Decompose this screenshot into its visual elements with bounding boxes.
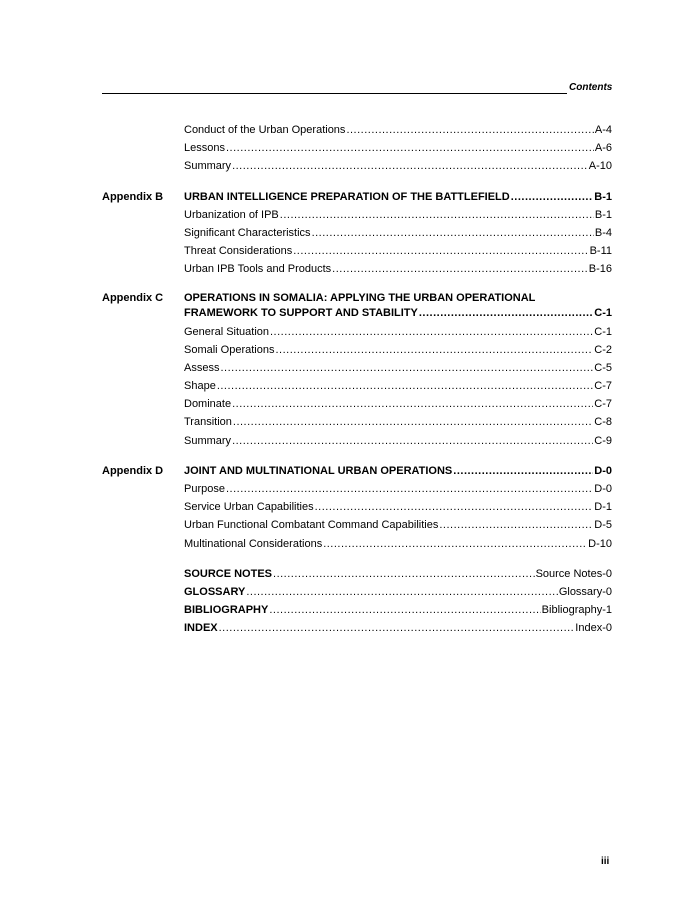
toc-entry-page: C-8 bbox=[594, 416, 612, 429]
toc-entry-title: Purpose bbox=[184, 483, 225, 495]
toc-entry-title: Conduct of the Urban Operations bbox=[184, 124, 346, 136]
toc-entry-title: Service Urban Capabilities bbox=[184, 501, 314, 514]
dot-leader bbox=[226, 480, 593, 498]
dot-leader bbox=[232, 157, 588, 175]
toc-entry-page: C-1 bbox=[594, 325, 612, 338]
dot-leader bbox=[232, 395, 593, 413]
toc-entry-page: D-10 bbox=[588, 537, 612, 550]
toc-entry-title: Summary bbox=[184, 434, 232, 447]
appendix-label: Appendix B bbox=[102, 190, 164, 203]
dot-leader bbox=[232, 432, 593, 450]
toc-entry-title: Transition bbox=[184, 416, 232, 429]
toc-entry-page: B-4 bbox=[594, 226, 612, 239]
toc-entry-page: D-5 bbox=[594, 519, 612, 532]
toc-entry-page: C-2 bbox=[594, 343, 612, 356]
toc-entry[interactable] bbox=[102, 359, 612, 377]
toc-entry[interactable] bbox=[102, 395, 612, 413]
toc-entry-title: Significant Characteristics bbox=[184, 226, 311, 239]
toc-entry[interactable] bbox=[102, 498, 612, 516]
toc-entry-title: Dominate bbox=[184, 398, 232, 411]
toc-entry[interactable] bbox=[102, 341, 612, 359]
toc-entry[interactable] bbox=[102, 377, 612, 395]
dot-leader bbox=[312, 224, 594, 242]
toc-entry[interactable] bbox=[102, 480, 612, 498]
toc-entry[interactable] bbox=[102, 224, 612, 242]
toc-entry-title: Assess bbox=[184, 361, 220, 374]
dot-leader bbox=[276, 341, 594, 359]
appendix-page: C-1 bbox=[594, 307, 612, 319]
dot-leader bbox=[323, 535, 587, 553]
page-number: iii bbox=[601, 856, 610, 867]
dot-leader bbox=[219, 619, 575, 637]
toc-entry-page: D-1 bbox=[594, 501, 612, 514]
dot-leader bbox=[439, 516, 593, 534]
toc-entry-page: Bibliography-1 bbox=[541, 604, 612, 617]
toc-entry[interactable] bbox=[102, 157, 612, 175]
appendix-label: Appendix D bbox=[102, 464, 164, 477]
toc-entry-title: Urbanization of IPB bbox=[184, 208, 279, 221]
toc-back-matter-entry[interactable] bbox=[102, 565, 612, 583]
toc-entry[interactable] bbox=[102, 206, 612, 224]
toc-entry-title: Multinational Considerations bbox=[184, 537, 323, 550]
dot-leader bbox=[220, 359, 593, 377]
toc-entry-page: A-4 bbox=[594, 124, 612, 136]
dot-leader bbox=[346, 121, 593, 139]
toc-entry-title: INDEX bbox=[184, 622, 218, 635]
toc-entry-title: SOURCE NOTES bbox=[184, 567, 273, 580]
appendix-page: D-0 bbox=[594, 464, 612, 477]
toc-entry-page: A-6 bbox=[594, 142, 612, 155]
toc-entry-title: Somali Operations bbox=[184, 343, 275, 356]
dot-leader bbox=[217, 377, 593, 395]
appendix-title: URBAN INTELLIGENCE PREPARATION OF THE BATTLEFIELD bbox=[184, 190, 510, 203]
toc-entry-title: Summary bbox=[184, 160, 232, 173]
toc-entry[interactable] bbox=[102, 535, 612, 553]
dot-leader bbox=[226, 139, 594, 157]
toc-entry-page: A-10 bbox=[588, 160, 612, 173]
dot-leader bbox=[293, 242, 588, 260]
appendix-d-heading[interactable] bbox=[102, 462, 612, 480]
appendix-title: JOINT AND MULTINATIONAL URBAN OPERATIONS bbox=[184, 464, 453, 477]
toc-entry[interactable] bbox=[102, 432, 612, 450]
toc-entry-page: C-7 bbox=[594, 398, 612, 411]
toc-entry-title: GLOSSARY bbox=[184, 585, 246, 598]
table-of-contents bbox=[102, 121, 612, 638]
toc-entry-page: Source Notes-0 bbox=[535, 567, 612, 580]
appendix-c-heading[interactable] bbox=[102, 291, 612, 323]
toc-entry-title: Lessons bbox=[184, 142, 225, 155]
toc-entry-page: B-16 bbox=[588, 263, 612, 276]
dot-leader bbox=[273, 565, 535, 583]
toc-entry[interactable] bbox=[102, 121, 612, 139]
dot-leader bbox=[315, 498, 594, 516]
toc-entry-page: B-11 bbox=[589, 245, 612, 258]
toc-entry-page: Index-0 bbox=[575, 622, 612, 635]
toc-entry-title: Shape bbox=[184, 380, 216, 393]
toc-entry-page: D-0 bbox=[594, 483, 612, 495]
toc-entry-page: C-7 bbox=[594, 380, 612, 393]
toc-entry[interactable] bbox=[102, 516, 612, 534]
running-header-title: Contents bbox=[569, 82, 613, 93]
dot-leader bbox=[453, 462, 593, 480]
appendix-title-line2: FRAMEWORK TO SUPPORT AND STABILITY bbox=[184, 307, 418, 319]
dot-leader bbox=[233, 413, 593, 431]
toc-entry[interactable] bbox=[102, 413, 612, 431]
toc-back-matter-entry[interactable] bbox=[102, 619, 612, 637]
toc-entry-title: Urban IPB Tools and Products bbox=[184, 263, 332, 276]
toc-entry-title: Urban Functional Combatant Command Capabilities bbox=[184, 519, 439, 532]
toc-back-matter-entry[interactable] bbox=[102, 601, 612, 619]
toc-entry-title: General Situation bbox=[184, 325, 269, 338]
toc-entry-title: Threat Considerations bbox=[184, 245, 293, 258]
dot-leader bbox=[269, 601, 540, 619]
dot-leader bbox=[246, 583, 557, 601]
appendix-b-heading[interactable] bbox=[102, 188, 612, 206]
appendix-page: B-1 bbox=[594, 190, 612, 203]
dot-leader bbox=[419, 304, 593, 322]
toc-entry[interactable] bbox=[102, 139, 612, 157]
toc-entry-page: C-9 bbox=[594, 434, 612, 447]
toc-entry-page: C-5 bbox=[594, 361, 612, 374]
toc-entry-page: Glossary-0 bbox=[558, 585, 612, 598]
toc-entry[interactable] bbox=[102, 323, 612, 341]
dot-leader bbox=[511, 188, 594, 206]
appendix-label: Appendix C bbox=[102, 291, 164, 304]
dot-leader bbox=[332, 260, 588, 278]
toc-entry[interactable] bbox=[102, 260, 612, 278]
appendix-title-line1: OPERATIONS IN SOMALIA: APPLYING THE URBAN OPERATIONAL bbox=[184, 291, 536, 304]
header-rule bbox=[102, 93, 567, 94]
toc-entry-page: B-1 bbox=[594, 208, 612, 221]
toc-entry-title: BIBLIOGRAPHY bbox=[184, 604, 269, 617]
dot-leader bbox=[280, 206, 594, 224]
toc-entry[interactable] bbox=[102, 242, 612, 260]
toc-back-matter-entry[interactable] bbox=[102, 583, 612, 601]
dot-leader bbox=[270, 323, 593, 341]
